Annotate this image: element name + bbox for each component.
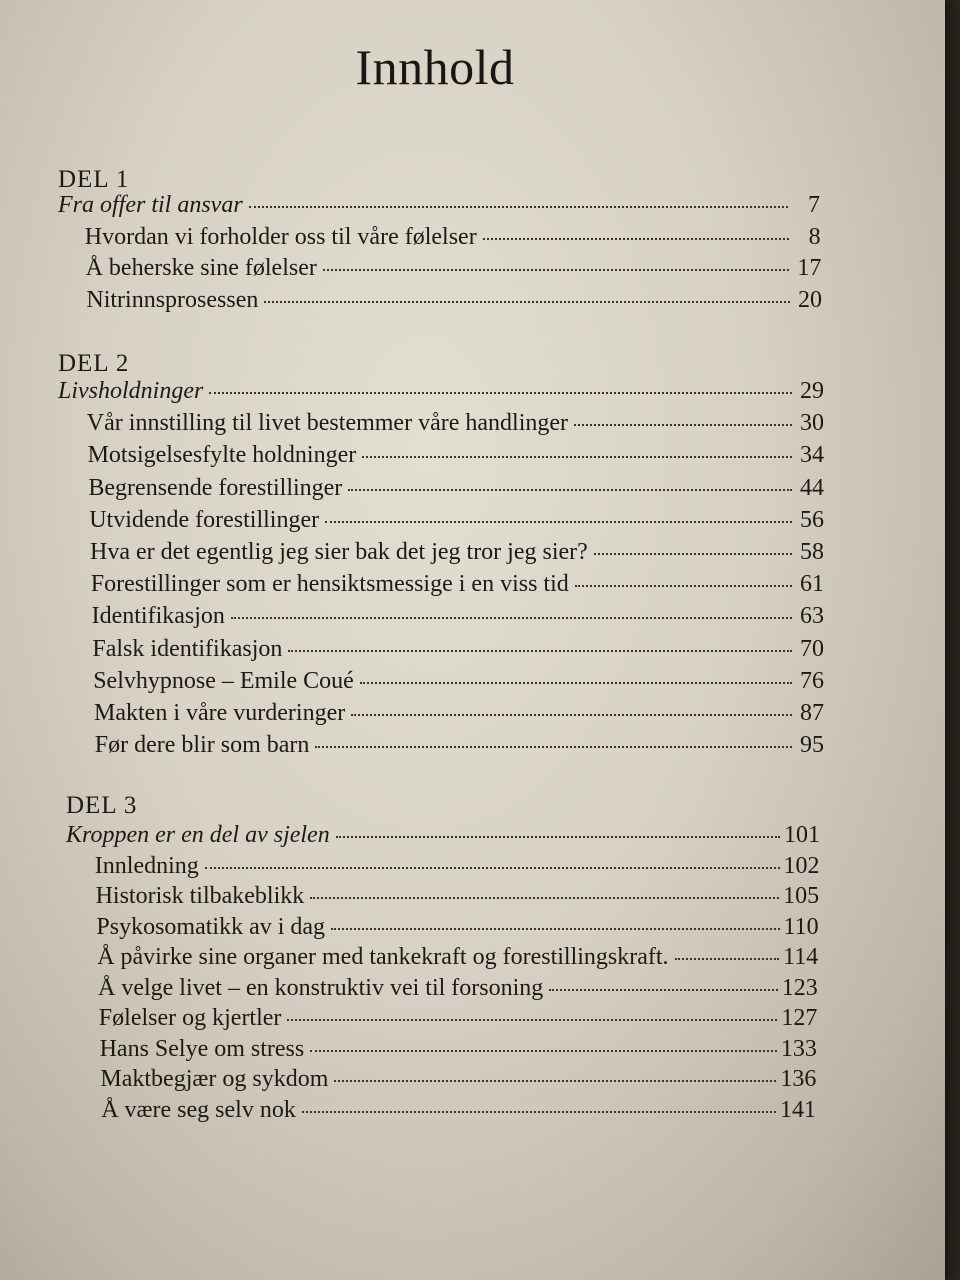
toc-entry [91, 571, 824, 598]
page-number: 63 [799, 603, 824, 630]
dot-leader [231, 617, 792, 619]
entry-title: Historisk tilbakeblikk [95, 883, 305, 909]
dot-leader [205, 867, 780, 869]
dot-leader [310, 897, 779, 899]
page-number: 101 [784, 822, 820, 848]
page-number: 133 [780, 1035, 817, 1062]
dot-leader [209, 392, 792, 394]
toc-entry [88, 475, 824, 502]
entry-title: Følelser og kjertler [98, 1005, 282, 1031]
toc-entry [85, 224, 821, 251]
page-number: 105 [783, 883, 820, 909]
entry-title: Innledning [94, 852, 199, 879]
page-title: Innhold [355, 39, 515, 95]
dot-leader [483, 238, 789, 240]
section-title-entry [58, 192, 820, 219]
page-number: 61 [799, 571, 824, 598]
page-number: 102 [783, 852, 820, 879]
dot-leader [302, 1111, 776, 1113]
toc-entry [101, 1097, 816, 1124]
toc-entry [93, 668, 824, 695]
dot-leader [362, 456, 792, 458]
page-number: 34 [799, 442, 824, 469]
toc-entry [94, 700, 824, 727]
entry-title: Vår innstilling til livet bestemmer våre handlinger [86, 410, 569, 437]
toc-entry [86, 255, 822, 282]
toc-entry [98, 975, 818, 1002]
toc-entry [100, 1066, 816, 1093]
part-heading: DEL 1 [58, 166, 130, 193]
toc-entry [95, 732, 824, 759]
page-number: 30 [799, 410, 824, 437]
entry-title: Fra offer til ansvar [58, 192, 243, 218]
toc-entry [87, 410, 824, 437]
dot-leader [310, 1050, 777, 1052]
page-number: 70 [799, 635, 824, 662]
toc-entry [88, 442, 824, 469]
page-number: 87 [800, 700, 824, 726]
page-number: 95 [799, 732, 824, 759]
dot-leader [331, 928, 780, 930]
entry-title: Hans Selye om stress [99, 1035, 305, 1062]
page-number: 7 [808, 192, 820, 218]
entry-title: Selvhypnose – Emile Coué [93, 667, 354, 694]
page-number: 110 [783, 913, 819, 940]
toc-entry [97, 944, 818, 971]
page-number: 44 [799, 474, 824, 501]
part-heading: DEL 2 [58, 350, 130, 377]
toc-entry [92, 603, 824, 630]
page-number: 136 [780, 1066, 817, 1092]
entry-title: Motsigelsesfylte holdninger [87, 442, 357, 469]
dot-leader [575, 585, 792, 587]
dot-leader [287, 1019, 777, 1021]
page-number: 114 [783, 944, 819, 970]
dot-leader [315, 746, 792, 748]
entry-title: Å være seg selv nok [101, 1096, 296, 1123]
entry-title: Livsholdninger [58, 378, 204, 404]
toc-entry [95, 853, 820, 880]
page-number: 141 [779, 1096, 816, 1123]
page-number: 20 [797, 286, 822, 313]
entry-title: Hvordan vi forholder oss til våre følelser [84, 223, 477, 250]
entry-title: Å velge livet – en konstruktiv vei til forsoning [98, 974, 544, 1001]
page-number: 58 [800, 539, 824, 565]
page-number: 29 [800, 378, 824, 404]
toc-entry [86, 287, 822, 314]
entry-title: Maktbegjær og sykdom [100, 1066, 329, 1092]
dot-leader [323, 269, 789, 271]
entry-title: Psykosomatikk av i dag [96, 913, 326, 940]
dot-leader [594, 553, 792, 555]
dot-leader [574, 424, 792, 426]
dot-leader [288, 650, 792, 652]
toc-entry [89, 507, 824, 534]
dot-leader [675, 958, 780, 960]
page-number: 8 [808, 223, 821, 250]
dot-leader [348, 489, 792, 491]
dot-leader [334, 1080, 776, 1082]
page-number: 17 [797, 255, 822, 281]
section-title-entry [58, 378, 824, 405]
dot-leader [360, 682, 792, 684]
dot-leader [264, 301, 790, 303]
section-title-entry [66, 822, 820, 849]
entry-title: Å beherske sine følelser [85, 255, 317, 281]
entry-title: Makten i våre vurderinger [94, 700, 346, 726]
toc-entry [96, 914, 818, 941]
entry-title: Før dere blir som barn [94, 732, 310, 759]
entry-title: Identifikasjon [91, 603, 225, 630]
entry-title: Nitrinnsprosessen [86, 286, 259, 313]
entry-title: Hva er det egentlig jeg sier bak det jeg tror jeg sier? [90, 539, 588, 565]
entry-title: Forestillinger som er hensiktsmessige i en viss tid [90, 571, 569, 598]
page-number: 127 [781, 1005, 818, 1031]
part-heading: DEL 3 [66, 792, 138, 819]
toc-entry [99, 1005, 818, 1032]
page-number: 76 [799, 667, 824, 694]
dot-leader [549, 989, 778, 991]
page-number: 123 [781, 974, 818, 1001]
toc-entry [90, 539, 824, 566]
entry-title: Utvidende forestillinger [89, 506, 320, 533]
toc-entry [96, 883, 820, 910]
dot-leader [351, 714, 792, 716]
toc-entry [92, 636, 824, 663]
entry-title: Å påvirke sine organer med tankekraft og forestillingskraft. [97, 944, 669, 970]
page-number: 56 [799, 506, 824, 533]
toc-entry [100, 1036, 817, 1063]
entry-title: Kroppen er en del av sjelen [66, 822, 330, 848]
dot-leader [336, 836, 780, 838]
dot-leader [249, 206, 788, 208]
entry-title: Begrensende forestillinger [88, 474, 343, 501]
dot-leader [325, 521, 792, 523]
entry-title: Falsk identifikasjon [92, 635, 283, 662]
